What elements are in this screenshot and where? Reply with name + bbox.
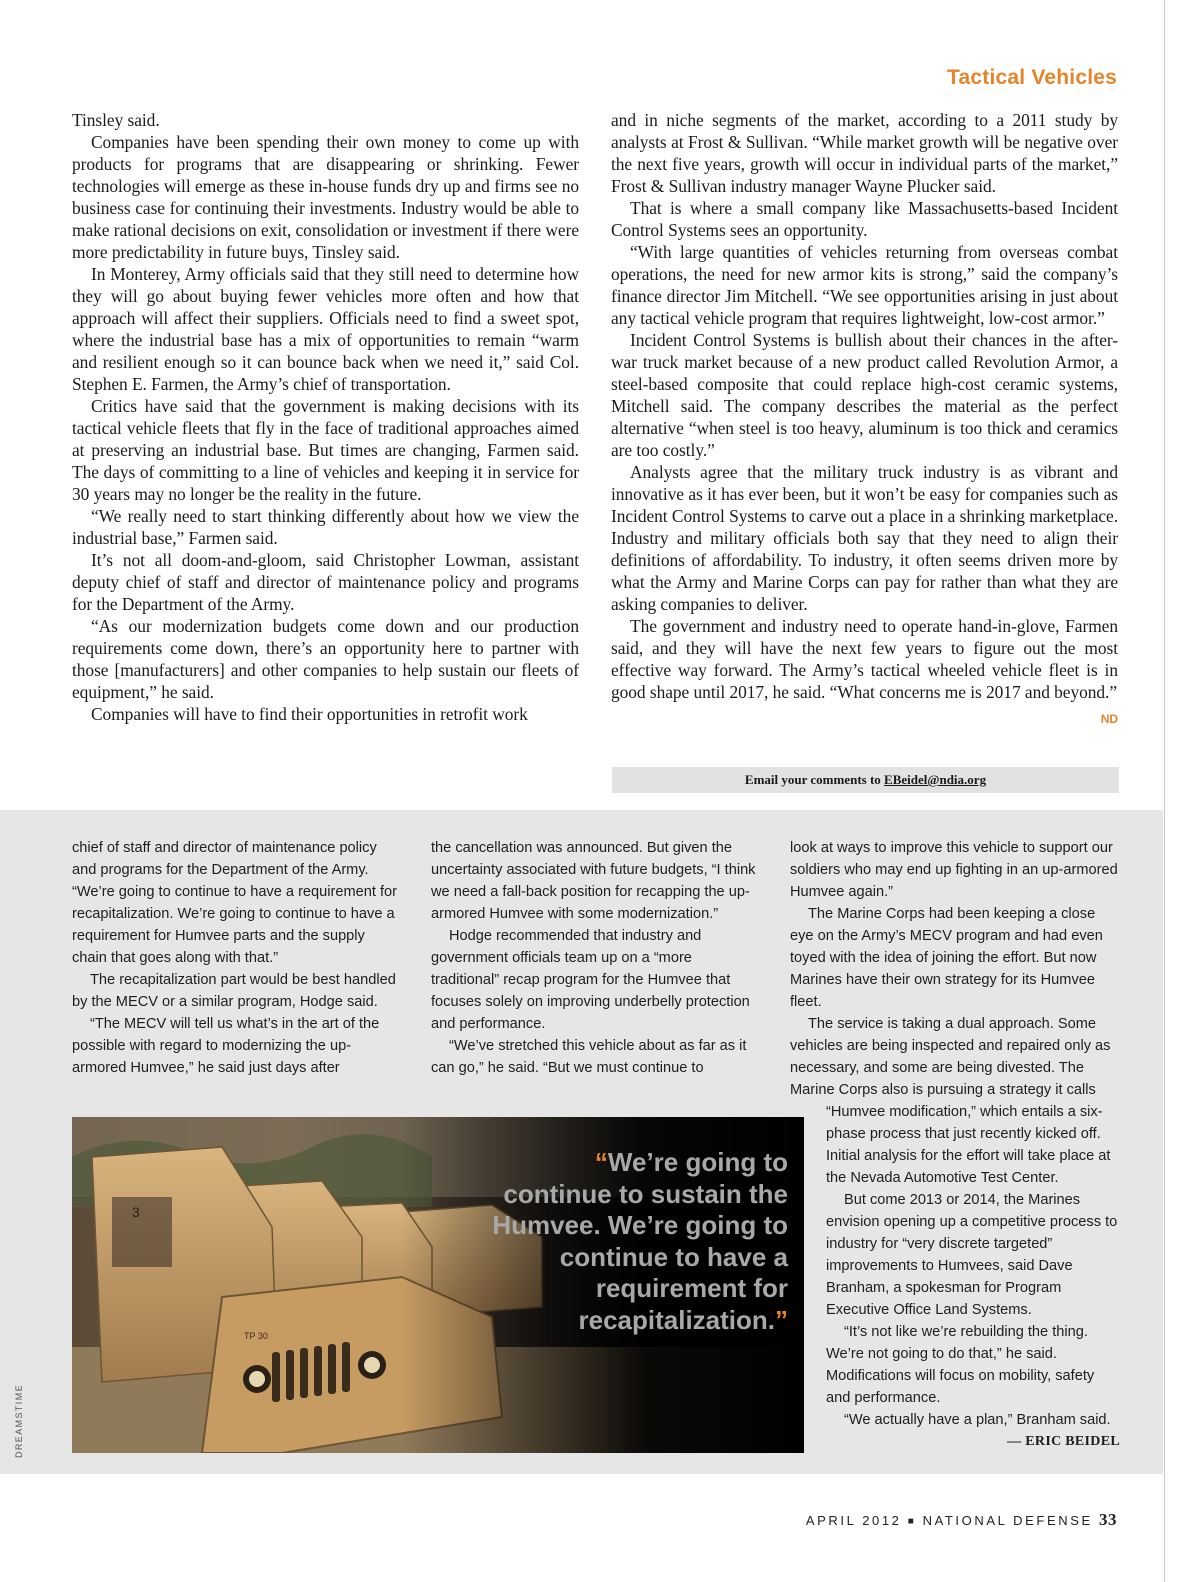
article-column-right: [611, 109, 1118, 730]
footer-separator: ■: [907, 1516, 917, 1527]
paragraph: Companies have been spending their own money to come up with products for programs that are disappearing or shrinking. Fewer technologies will emerge as these in-house funds dry up and firms see no business case for continuing their investments. Industry would be able to make rational decisions on exit, consolidation or investment if there were more predictability in future buys, Tinsley said.: [72, 132, 579, 262]
paragraph: In Monterey, Army officials said that they still need to determine how they will go about buying fewer vehicles more often and how that approach will affect their suppliers. Officials need to find a sweet spot, where the industrial base has a mix of opportunities to remain “warm and resilient enough so it can bounce back when we need it,” said Col. Stephen E. Farmen, the Army’s chief of transportation.: [72, 264, 579, 394]
paragraph: chief of staff and director of maintenance policy and programs for the Department of the Army. “We’re going to continue to have a requirement for recapitalization. We’re going to continue to have a requirement for Humvee parts and the supply chain that goes along with that.”: [72, 840, 398, 966]
email-link[interactable]: EBeidel@ndia.org: [884, 772, 987, 787]
sidebar-column-3-top: [790, 837, 1120, 1101]
email-prefix: Email your comments to: [744, 772, 881, 787]
paragraph: look at ways to improve this vehicle to support our soldiers who may end up fighting in an up-armored Humvee again.”: [790, 840, 1118, 900]
sidebar-column-3-bottom: [826, 1101, 1120, 1453]
sidebar-column-2: [431, 837, 761, 1079]
paragraph: But come 2013 or 2014, the Marines envision opening up a competitive process to industry for “very discrete targeted” improvements to Humvees, said Dave Branham, a spokesman for Program Executive Office Land Systems.: [826, 1192, 1118, 1318]
paragraph: “We’ve stretched this vehicle about as far as it can go,” he said. “But we must continue to: [431, 1038, 747, 1076]
end-mark: ND: [1100, 712, 1118, 726]
paragraph: Hodge recommended that industry and government officials team up on a “more traditional” recap program for the Humvee that focuses solely on improving underbelly protection and performance.: [431, 928, 750, 1032]
paragraph-last: [611, 615, 1118, 726]
paragraph: “We really need to start thinking differently about how we view the industrial base,” Farmen said.: [72, 506, 579, 548]
page-edge-rule: [1164, 0, 1165, 1582]
paragraph: The Marine Corps had been keeping a close eye on the Army’s MECV program and had even toyed with the idea of joining the effort. But now Marines have their own strategy for its Humvee fleet.: [790, 906, 1103, 1010]
pull-quote: [488, 1147, 788, 1336]
paragraph-text: The government and industry need to operate hand-in-glove, Farmen said, and they will have the next few years to figure out the most effective way forward. The Army’s tactical wheeled vehicle fleet is in good shape until 2017, he said. “What concerns me is 2017 and beyond.”: [611, 616, 1118, 702]
paragraph: the cancellation was announced. But given the uncertainty associated with future budgets, “I think we need a fall-back position for recapping the up-armored Humvee with some modernization.”: [431, 840, 756, 922]
pull-quote-text: We’re going to continue to sustain the Humvee. We’re going to continue to have a requirement for recapitalization.: [492, 1147, 788, 1335]
paragraph: Incident Control Systems is bullish about their chances in the after-war truck market because of a new product called Revolution Armor, a steel-based composite that could replace high-cost ceramic systems, Mitchell said. The company describes the material as the perfect alternative “when steel is too heavy, aluminum is too thick and ceramics are too costly.”: [611, 330, 1118, 460]
paragraph: That is where a small company like Massachusetts-based Incident Control Systems sees an opportunity.: [611, 198, 1118, 240]
paragraph: The service is taking a dual approach. Some vehicles are being inspected and repaired only as necessary, and some are being divested. The Marine Corps also is pursuing a strategy it calls: [790, 1016, 1111, 1098]
paragraph: “As our modernization budgets come down and our production requirements come down, there’s an opportunity here to partner with those [manufacturers] and other companies to help sustain our fleets of equipment,” he said.: [72, 616, 579, 702]
paragraph: Companies will have to find their opportunities in retrofit work: [91, 704, 528, 724]
paragraph: The recapitalization part would be best handled by the MECV or a similar program, Hodge said.: [72, 972, 396, 1010]
humvee-photo: [72, 1117, 804, 1453]
paragraph: “The MECV will tell us what’s in the art of the possible with regard to modernizing the up-armored Humvee,” he said just days after: [72, 1016, 380, 1076]
issue-date: APRIL 2012: [805, 1513, 902, 1528]
paragraph: “Humvee modification,” which entails a six-phase process that just recently kicked off. Initial analysis for the effort will take place at the Nevada Automotive Test Center.: [826, 1104, 1111, 1186]
open-quote-mark: “: [594, 1147, 608, 1177]
paragraph: “We actually have a plan,” Branham said.: [844, 1412, 1111, 1428]
page-number: 33: [1099, 1510, 1117, 1529]
byline: — ERIC BEIDEL: [1007, 1434, 1120, 1449]
page-footer: [806, 1510, 1117, 1530]
publication-name: NATIONAL DEFENSE: [922, 1513, 1093, 1528]
section-heading: Tactical Vehicles: [947, 66, 1117, 89]
photo-credit: DREAMSTIME: [14, 1383, 24, 1458]
paragraph: It’s not all doom-and-gloom, said Christopher Lowman, assistant deputy chief of staff and director of maintenance policy and programs for the Department of the Army.: [72, 550, 579, 614]
email-comments-box: [612, 767, 1119, 793]
paragraph: Analysts agree that the military truck industry is as vibrant and innovative as it has ever been, but it won’t be easy for companies such as Incident Control Systems to carve out a place in a shrinking marketplace. Industry and military officials both say that they need to align their definitions of affordability. To industry, it often seems driven more by what the Army and Marine Corps can pay for rather than what they are asking companies to deliver.: [611, 462, 1118, 614]
paragraph: Tinsley said.: [72, 110, 160, 130]
close-quote-mark: ”: [775, 1304, 788, 1335]
paragraph: and in niche segments of the market, according to a 2011 study by analysts at Frost & Sullivan. “While market growth will be negative over the next five years, growth will occur in individual parts of the market,” Frost & Sullivan industry manager Wayne Plucker said.: [611, 110, 1118, 196]
article-column-left: [72, 109, 579, 725]
paragraph: “It’s not like we’re rebuilding the thing. We’re not going to do that,” he said. Modifications will focus on mobility, safety and performance.: [826, 1324, 1095, 1406]
paragraph: “With large quantities of vehicles returning from overseas combat operations, the need for new armor kits is strong,” said the company’s finance director Jim Mitchell. “We see opportunities arising in just about any tactical vehicle program that requires lightweight, low-cost armor.”: [611, 242, 1118, 328]
sidebar-column-1: [72, 837, 402, 1079]
paragraph: Critics have said that the government is making decisions with its tactical vehicle fleets that fly in the face of traditional approaches aimed at preserving an industrial base. But times are changing, Farmen said. The days of committing to a line of vehicles and keeping it in service for 30 years may no longer be the reality in the future.: [72, 396, 579, 504]
